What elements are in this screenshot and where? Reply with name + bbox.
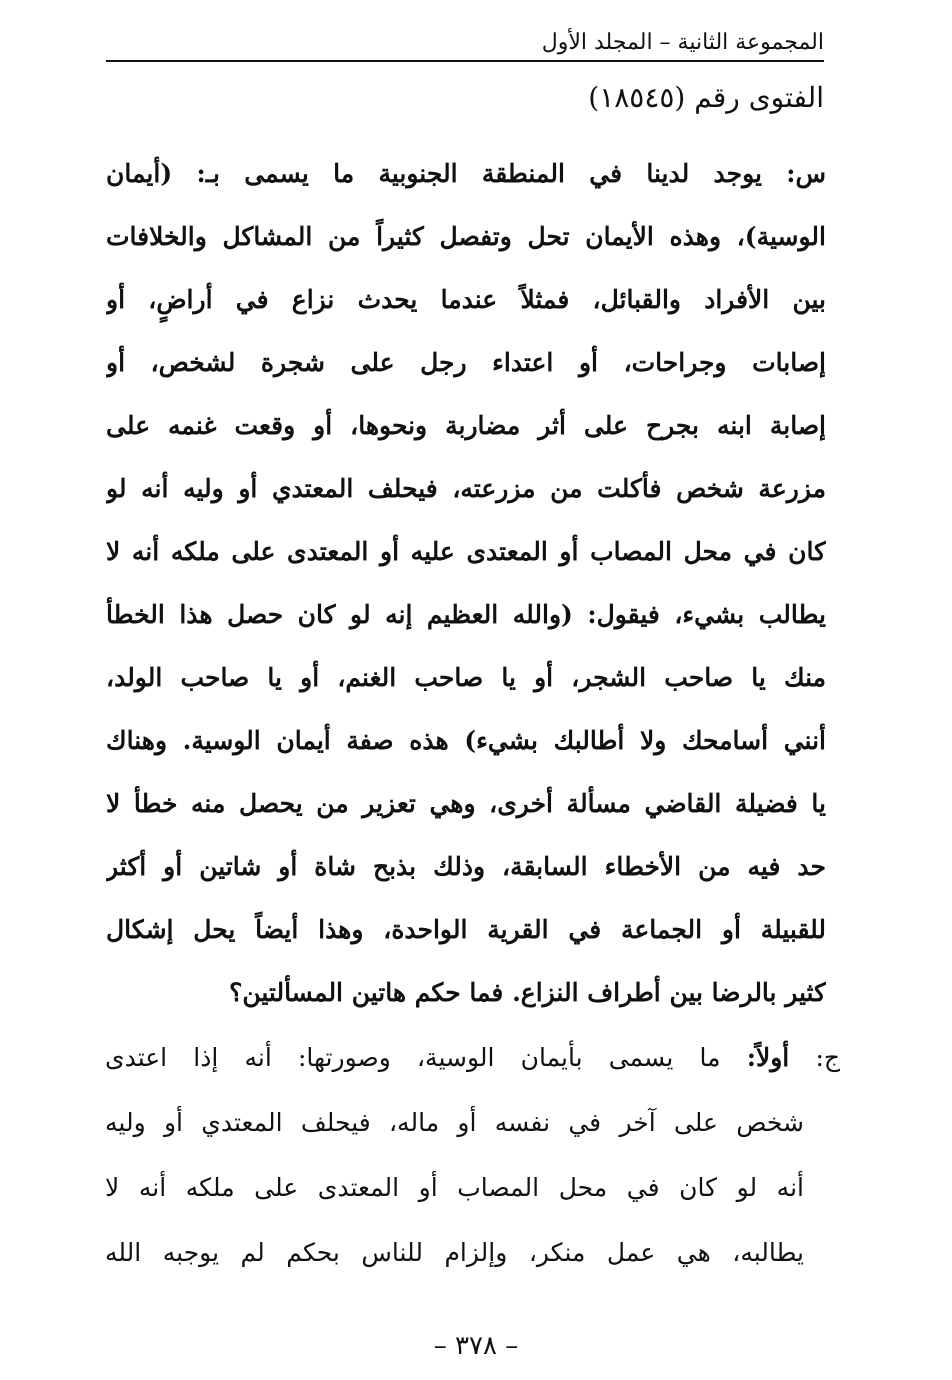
question-line: كان في محل المصاب أو المعتدى عليه أو المعتدى على ملكه أنه لا <box>106 537 826 566</box>
fatwa-number: الفتوى رقم (١٨٥٤٥) <box>588 81 824 114</box>
running-header <box>106 24 824 62</box>
answer-block <box>105 1025 840 1285</box>
question-line: أنني أسامحك ولا أطالبك بشيء) هذه صفة أيمان الوسية. وهناك <box>106 726 826 755</box>
answer-line: أنه لو كان في محل المصاب أو المعتدى على ملكه أنه لا <box>105 1173 804 1202</box>
question-line: إصابة ابنه بجرح على أثر مضاربة ونحوها، أو وقعت غنمه على <box>106 411 826 440</box>
question-line: الوسية)، وهذه الأيمان تحل وتفصل كثيراً من المشاكل والخلافات <box>106 222 826 251</box>
answer-line: يطالبه، هي عمل منكر، وإلزام للناس بحكم لم يوجبه الله <box>105 1238 804 1267</box>
question-line: يطالب بشيء، فيقول: (والله العظيم إنه لو كان حصل هذا الخطأ <box>106 600 826 629</box>
question-line: س: يوجد لدينا في المنطقة الجنوبية ما يسمى بـ: (أيمان <box>106 159 826 188</box>
question-line: للقبيلة أو الجماعة في القرية الواحدة، وهذا أيضاً يحل إشكال <box>106 915 826 944</box>
answer-first-heading: أولاً: <box>746 1043 790 1072</box>
question-line: إصابات وجراحات، أو اعتداء رجل على شجرة لشخص، أو <box>106 348 826 377</box>
answer-line-first <box>105 1025 840 1090</box>
question-block <box>106 142 826 1024</box>
answer-prefix: ج: <box>815 1043 840 1072</box>
answer-line-text: ما يسمى بأيمان الوسية، وصورتها: أنه إذا اعتدى <box>105 1043 721 1072</box>
question-line: حد فيه من الأخطاء السابقة، وذلك بذبح شاة أو شاتين أو أكثر <box>106 852 826 881</box>
page-number: – ٣٧٨ – <box>433 1331 519 1361</box>
header-title: المجموعة الثانية – المجلد الأول <box>541 30 824 55</box>
question-line: يا فضيلة القاضي مسألة أخرى، وهي تعزير من يحصل منه خطأ لا <box>106 789 826 818</box>
answer-line: شخص على آخر في نفسه أو ماله، فيحلف المعتدي أو وليه <box>105 1108 804 1137</box>
question-line: بين الأفراد والقبائل، فمثلاً عندما يحدث نزاع في أراضٍ، أو <box>106 285 826 314</box>
question-line: منك يا صاحب الشجر، أو يا صاحب الغنم، أو يا صاحب الولد، <box>106 663 826 692</box>
question-line: كثير بالرضا بين أطراف النزاع. فما حكم هاتين المسألتين؟ <box>229 978 826 1007</box>
question-line: مزرعة شخص فأكلت من مزرعته، فيحلف المعتدي أو وليه أنه لو <box>106 474 826 503</box>
